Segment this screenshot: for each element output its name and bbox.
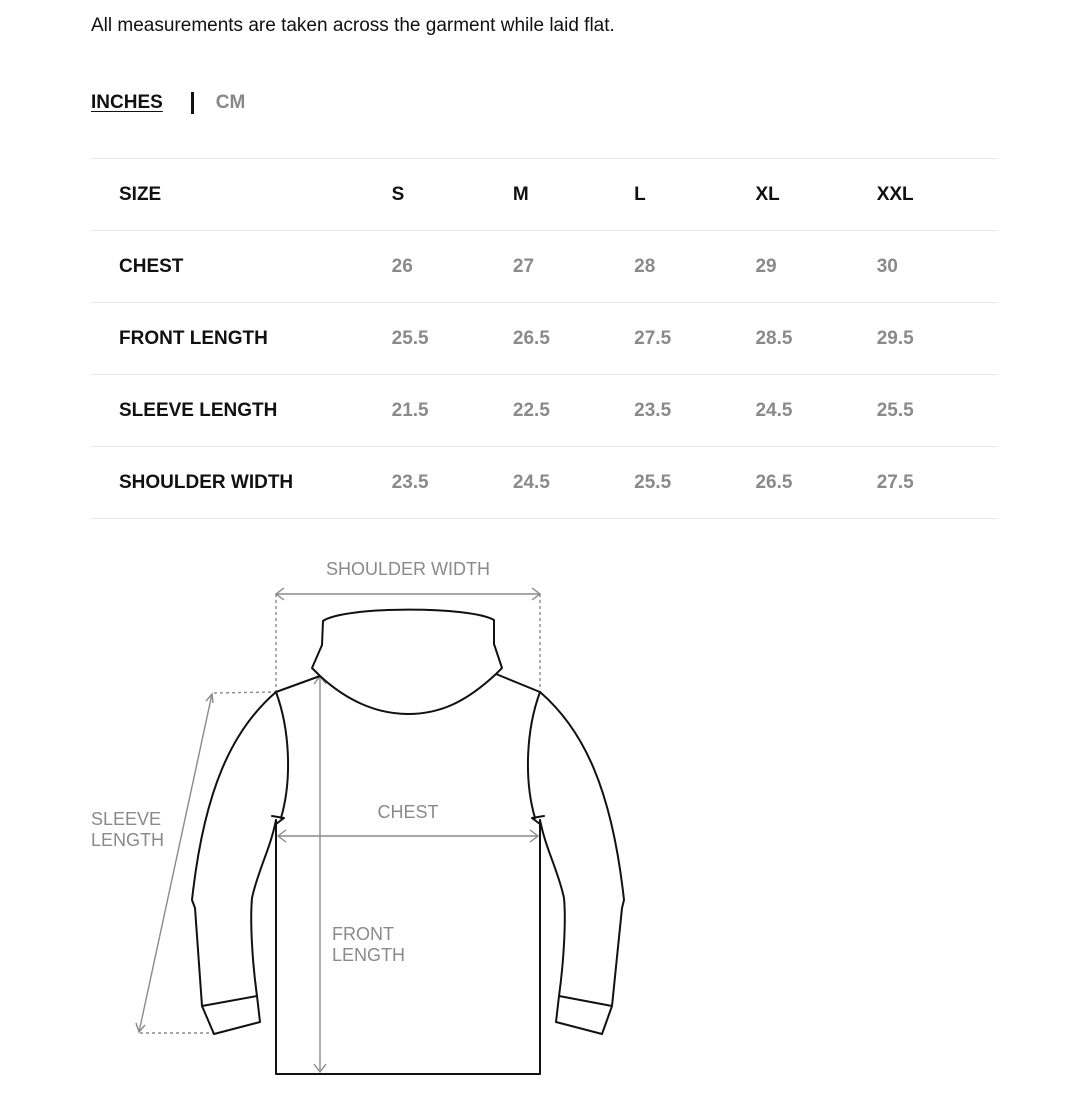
sleeve-length-label-line2: LENGTH — [91, 830, 165, 850]
table-cell: 25.5 — [634, 471, 672, 493]
table-cell: 28 — [634, 255, 656, 277]
table-row — [91, 375, 998, 447]
measurement-guides — [136, 588, 540, 1072]
front-length-label-line2: LENGTH — [332, 945, 406, 965]
size-xl-header: XL — [755, 183, 780, 205]
table-header-row — [91, 159, 998, 231]
table-cell: 24.5 — [755, 399, 793, 421]
unit-divider — [191, 92, 194, 114]
table-cell: 24.5 — [512, 471, 550, 493]
chest-label: CHEST — [377, 802, 439, 822]
table-cell: 27 — [512, 255, 535, 277]
table-cell: 29 — [755, 255, 777, 277]
table-cell: 25.5 — [391, 327, 429, 349]
sleeve-length-label-line1: SLEEVE — [91, 809, 162, 829]
size-s-header: S — [391, 183, 405, 205]
size-xxl-header: XXL — [876, 183, 914, 205]
row-label: SLEEVE LENGTH — [119, 399, 278, 421]
size-l-header: L — [634, 183, 646, 205]
measurement-note: All measurements are taken across the garment while laid flat. — [91, 15, 615, 36]
table-cell: 29.5 — [876, 327, 914, 349]
table-cell: 26 — [391, 255, 413, 277]
unit-cm-option[interactable]: CM — [215, 92, 246, 113]
table-cell: 26.5 — [512, 327, 550, 349]
size-header: SIZE — [119, 183, 162, 205]
hoodie-outline — [192, 610, 624, 1074]
table-cell: 21.5 — [391, 399, 429, 421]
table-cell: 28.5 — [755, 327, 793, 349]
table-cell: 22.5 — [512, 399, 550, 421]
table-row — [91, 447, 998, 519]
table-row — [91, 231, 998, 303]
table-cell: 27.5 — [876, 471, 914, 493]
unit-inches-option[interactable]: INCHES — [91, 92, 163, 113]
shoulder-width-label: SHOULDER WIDTH — [325, 559, 491, 579]
table-cell: 26.5 — [755, 471, 793, 493]
front-length-label-line1: FRONT — [332, 924, 394, 944]
hoodie-measurement-diagram — [0, 540, 700, 1114]
size-chart-table — [91, 158, 998, 519]
table-cell: 23.5 — [634, 399, 672, 421]
size-m-header: M — [512, 183, 529, 205]
row-label: FRONT LENGTH — [119, 327, 268, 349]
table-cell: 23.5 — [391, 471, 429, 493]
table-cell: 30 — [876, 255, 898, 277]
row-label: CHEST — [119, 255, 184, 277]
row-label: SHOULDER WIDTH — [119, 471, 294, 493]
table-row — [91, 303, 998, 375]
unit-toggle — [91, 90, 245, 116]
table-cell: 25.5 — [876, 399, 914, 421]
table-cell: 27.5 — [634, 327, 672, 349]
